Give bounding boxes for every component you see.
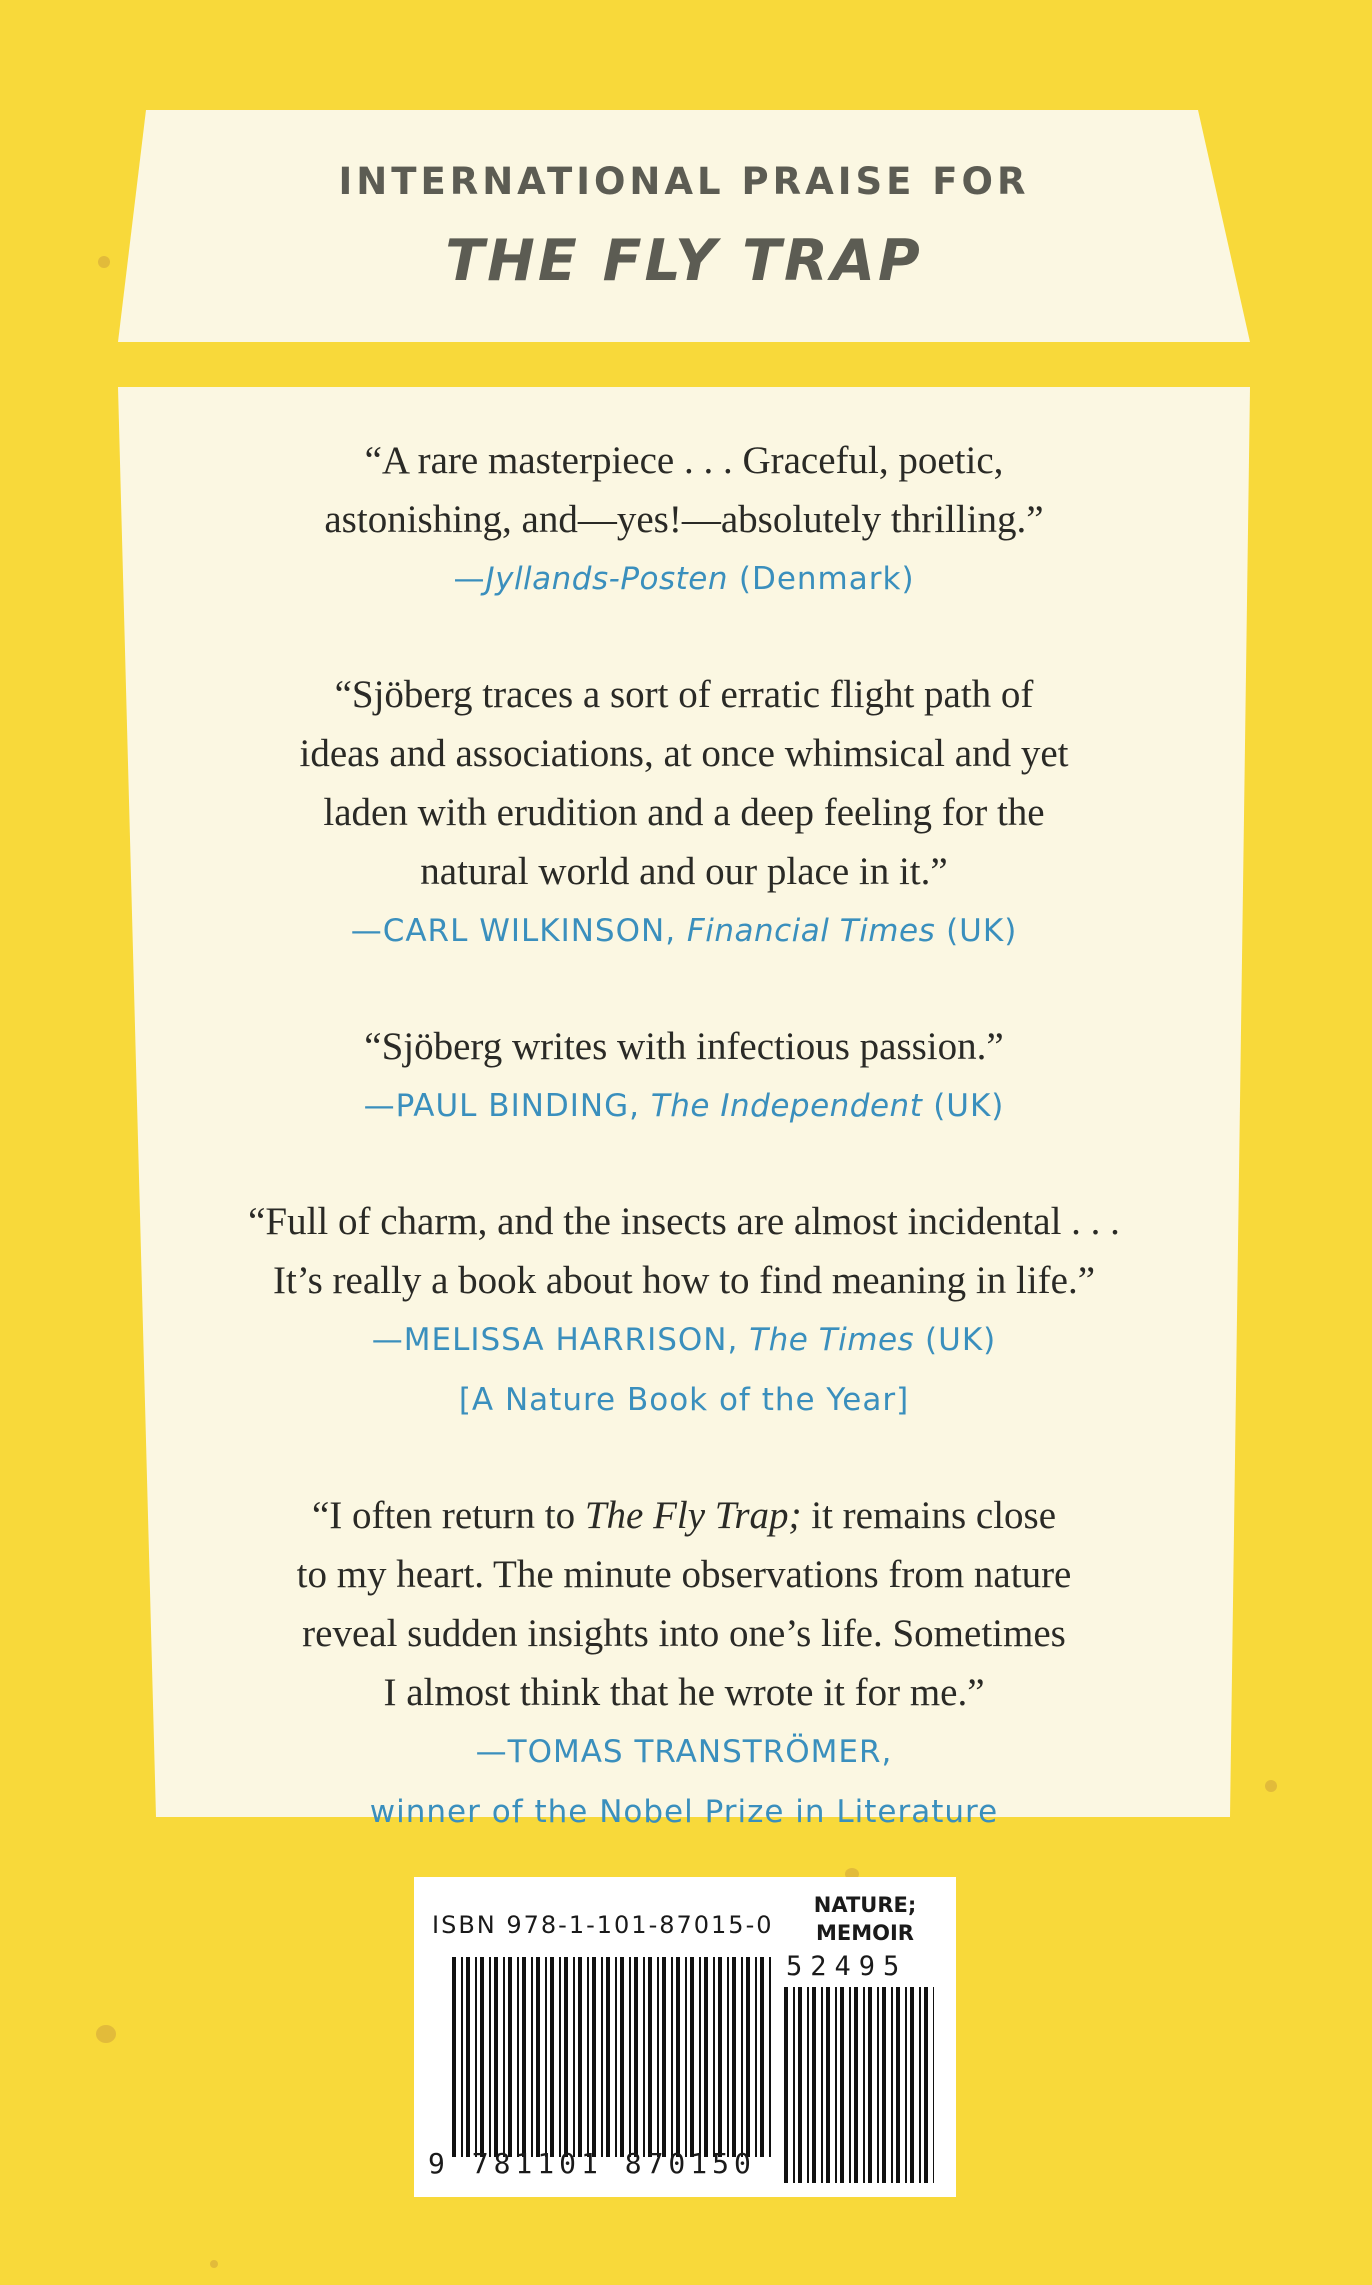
barcode-bar xyxy=(578,1957,582,2157)
barcode-bar xyxy=(868,1987,872,2183)
barcode-bar xyxy=(606,1957,610,2157)
barcode-bar xyxy=(480,1957,484,2157)
barcode-bar xyxy=(690,1957,694,2157)
barcode-bar xyxy=(452,1957,456,2157)
quote-line: to my heart. The minute observations from nature xyxy=(296,1553,1072,1596)
praise-list xyxy=(118,431,1250,1898)
barcode-bar xyxy=(877,1987,879,2183)
cover-speck xyxy=(1265,1780,1277,1792)
cover-speck xyxy=(96,2025,116,2043)
quote-attribution xyxy=(118,549,1250,609)
quote-line: natural world and our place in it.” xyxy=(420,850,948,893)
barcode-bar xyxy=(648,1957,652,2157)
quote-text: “I often return to xyxy=(311,1494,585,1537)
quote-line xyxy=(118,1486,1250,1545)
isbn-label: ISBN 978-1-101-87015-0 xyxy=(432,1911,774,1939)
barcode-bar xyxy=(713,1957,715,2157)
barcode-bar xyxy=(699,1957,701,2157)
barcode-bar xyxy=(704,1957,708,2157)
barcode-bar xyxy=(601,1957,603,2157)
attribution-prefix: —MELISSA HARRISON, xyxy=(371,1322,750,1358)
category-line: MEMOIR xyxy=(816,1921,914,1945)
barcode-bar xyxy=(503,1957,505,2157)
attribution-publication: The Independent xyxy=(650,1088,923,1124)
barcode-bar xyxy=(821,1987,823,2183)
barcode-bar xyxy=(919,1987,921,2183)
barcode-bar xyxy=(727,1957,729,2157)
quote-line: “A rare masterpiece . . . Graceful, poetic, xyxy=(364,439,1004,482)
quote-attribution xyxy=(118,1310,1250,1370)
book-title: THE FLY TRAP xyxy=(445,228,923,294)
barcode-bar xyxy=(573,1957,575,2157)
barcode-bar xyxy=(489,1957,491,2157)
cover-speck xyxy=(98,256,110,268)
barcode-bar xyxy=(494,1957,498,2157)
barcode-bar xyxy=(905,1987,907,2183)
barcode-addon-bars xyxy=(784,1987,934,2183)
attribution-prefix: —PAUL BINDING, xyxy=(363,1088,651,1124)
attribution-suffix: (UK) xyxy=(935,913,1018,949)
barcode-bar xyxy=(662,1957,666,2157)
praise-kicker: INTERNATIONAL PRAISE FOR xyxy=(338,160,1030,203)
praise-blurb xyxy=(118,1017,1250,1136)
quote-inline-title: The Fly Trap; xyxy=(584,1494,802,1537)
attribution-publication: Jyllands-Posten xyxy=(485,561,729,597)
barcode-bar xyxy=(718,1957,722,2157)
barcode-bar xyxy=(840,1987,844,2183)
barcode-bar xyxy=(924,1987,928,2183)
barcode-bar xyxy=(882,1987,886,2183)
quote-line: laden with erudition and a deep feeling for the xyxy=(323,791,1045,834)
barcode-bar xyxy=(891,1987,893,2183)
barcode-bar xyxy=(807,1987,809,2183)
quote-line: “Sjöberg traces a sort of erratic flight path of xyxy=(334,673,1034,716)
quote-line: I almost think that he wrote it for me.” xyxy=(383,1671,985,1714)
quote-line: reveal sudden insights into one’s life. Sometimes xyxy=(302,1612,1066,1655)
quote-line: ideas and associations, at once whimsical and yet xyxy=(299,732,1069,775)
quote-text: it remains close xyxy=(801,1494,1057,1537)
ean-digits: 9 781101 870150 xyxy=(428,2147,756,2180)
barcode-bar xyxy=(741,1957,743,2157)
barcode-bar xyxy=(933,1987,934,2183)
barcode-bar xyxy=(784,1987,788,2183)
quote-attribution xyxy=(118,901,1250,961)
attribution-publication: The Times xyxy=(749,1322,915,1358)
praise-blurb xyxy=(118,1486,1250,1842)
barcode-bar xyxy=(643,1957,645,2157)
barcode-bar xyxy=(461,1957,463,2157)
praise-panel xyxy=(118,387,1250,1830)
barcode-bar xyxy=(522,1957,526,2157)
barcode-bar xyxy=(531,1957,533,2157)
barcode-bar xyxy=(676,1957,680,2157)
barcode-bar xyxy=(896,1987,900,2183)
bisac-category xyxy=(790,1891,940,1947)
barcode-bar xyxy=(517,1957,519,2157)
barcode-bar xyxy=(550,1957,554,2157)
barcode-bar xyxy=(812,1987,816,2183)
price-code: 52495 xyxy=(786,1951,908,1982)
barcode-bar xyxy=(466,1957,470,2157)
barcode-bar xyxy=(657,1957,659,2157)
barcode-bar xyxy=(746,1957,750,2157)
barcode-bar xyxy=(793,1987,795,2183)
barcode-bar xyxy=(587,1957,589,2157)
praise-blurb xyxy=(118,431,1250,609)
barcode-bar xyxy=(849,1987,851,2183)
category-line: NATURE; xyxy=(813,1893,917,1917)
attribution-prefix: —CARL WILKINSON, xyxy=(350,913,687,949)
barcode-bar xyxy=(826,1987,830,2183)
header-panel xyxy=(118,110,1250,342)
barcode-bar xyxy=(592,1957,596,2157)
header-panel-shape xyxy=(118,110,1250,342)
quote-line: “Sjöberg writes with infectious passion.” xyxy=(364,1025,1004,1068)
quote-line: astonishing, and—yes!—absolutely thrilling.” xyxy=(324,498,1044,541)
quote-attribution: winner of the Nobel Prize in Literature xyxy=(369,1794,999,1830)
barcode-bar xyxy=(755,1957,757,2157)
quote-line: “Full of charm, and the insects are almost incidental . . . xyxy=(248,1200,1120,1243)
praise-blurb xyxy=(118,1192,1250,1430)
quote-attribution xyxy=(118,1076,1250,1136)
barcode-bar xyxy=(508,1957,512,2157)
quote-attribution: —TOMAS TRANSTRÖMER, xyxy=(475,1734,893,1770)
barcode-bar xyxy=(634,1957,638,2157)
barcode-bar xyxy=(910,1987,914,2183)
isbn-barcode xyxy=(414,1877,956,2197)
barcode-bar xyxy=(671,1957,673,2157)
barcode-bar xyxy=(835,1987,837,2183)
barcode-bars xyxy=(452,1957,774,2157)
barcode-bar xyxy=(854,1987,858,2183)
barcode-bar xyxy=(769,1957,771,2157)
barcode-bar xyxy=(615,1957,617,2157)
barcode-bar xyxy=(798,1987,802,2183)
attribution-publication: Financial Times xyxy=(686,913,936,949)
cover-speck xyxy=(210,2260,218,2268)
barcode-bar xyxy=(732,1957,736,2157)
barcode-bar xyxy=(685,1957,687,2157)
attribution-suffix: (UK) xyxy=(922,1088,1005,1124)
barcode-bar xyxy=(629,1957,631,2157)
award-note: [A Nature Book of the Year] xyxy=(458,1382,910,1418)
barcode-bar xyxy=(536,1957,540,2157)
barcode-bar xyxy=(863,1987,865,2183)
barcode-bar xyxy=(760,1957,764,2157)
attribution-prefix: — xyxy=(453,561,486,597)
quote-line: It’s really a book about how to find meaning in life.” xyxy=(272,1259,1096,1302)
barcode-bar xyxy=(564,1957,568,2157)
barcode-bar xyxy=(559,1957,561,2157)
barcode-bar xyxy=(475,1957,477,2157)
barcode-bar xyxy=(545,1957,547,2157)
attribution-suffix: (UK) xyxy=(914,1322,997,1358)
praise-blurb xyxy=(118,665,1250,961)
barcode-bar xyxy=(620,1957,624,2157)
attribution-suffix: (Denmark) xyxy=(728,561,915,597)
